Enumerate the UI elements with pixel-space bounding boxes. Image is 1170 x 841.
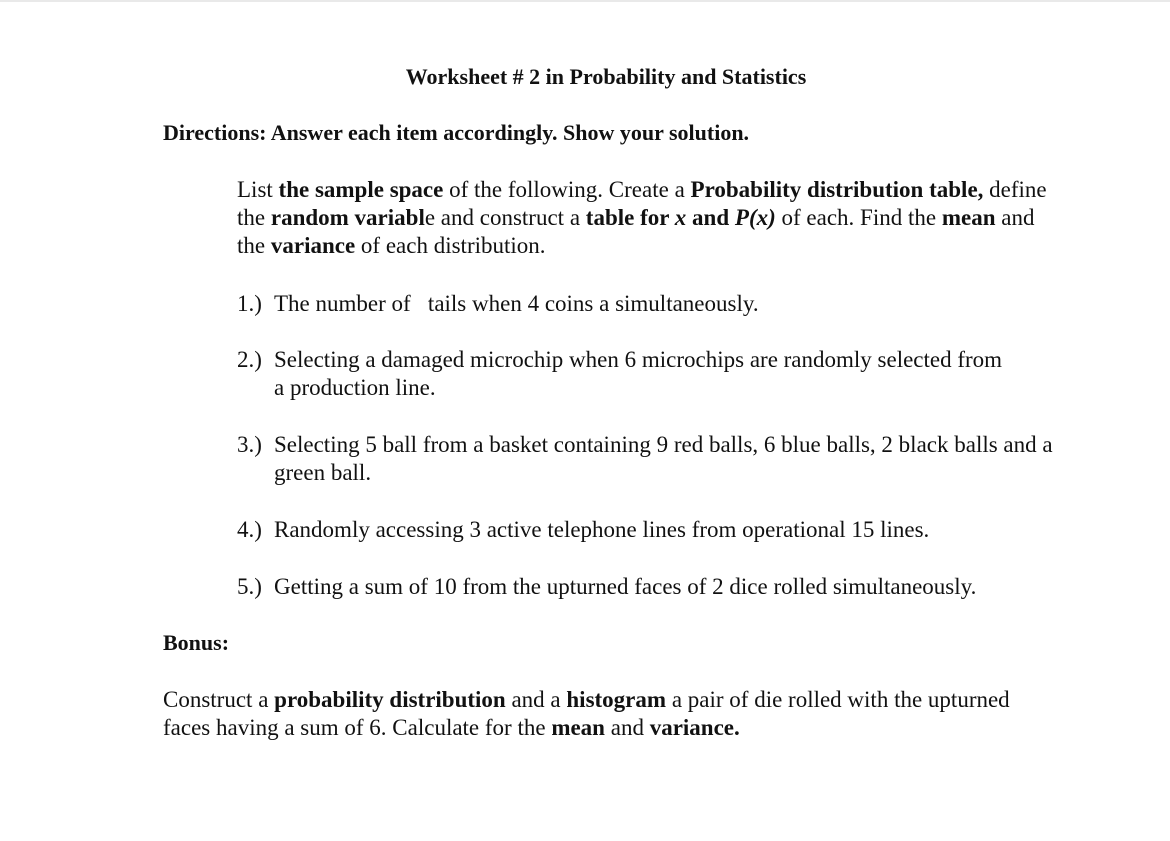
- intro-text-7: of each distribution.: [355, 233, 546, 258]
- item-text: Selecting 5 ball from a basket containing 9 red balls, 6 blue balls, 2 black balls and a green ball.: [274, 432, 1053, 485]
- intro-text-5: of each. Find the: [775, 205, 942, 230]
- bonus-bold-mean: mean: [551, 715, 605, 740]
- intro-bold-italic-px: P(x): [734, 205, 776, 230]
- bonus-text-1: Construct a: [163, 687, 275, 712]
- list-item: [237, 573, 1074, 601]
- item-number: 5.): [237, 574, 262, 599]
- intro-bold-and: and: [686, 205, 735, 230]
- intro-bold-table-for: table for: [585, 205, 675, 230]
- list-item: [237, 516, 1074, 544]
- instructions-paragraph: [237, 176, 1057, 260]
- list-item: [237, 346, 1014, 402]
- intro-text-2: of the following. Create a: [443, 177, 691, 202]
- page-title: Worksheet # 2 in Probability and Statistics: [405, 64, 807, 89]
- intro-text-3: define the: [237, 177, 1047, 230]
- intro-text-4: e and construct a: [424, 205, 586, 230]
- intro-bold-random-variable: random variabl: [270, 205, 425, 230]
- list-item: [237, 431, 1064, 487]
- intro-text-6: and the: [237, 205, 1035, 258]
- bonus-text-2: and a: [505, 687, 567, 712]
- intro-text-1: List: [237, 177, 279, 202]
- item-number: 4.): [237, 517, 262, 542]
- item-number: 3.): [237, 432, 262, 457]
- item-number: 2.): [237, 347, 262, 372]
- bonus-text-3: a pair of die rolled with the upturned faces having a sum of 6. Calculate for the: [163, 687, 1010, 740]
- intro-bold-sample-space: the sample space: [278, 177, 444, 202]
- directions-text: Directions: Answer each item accordingly. Show your solution.: [163, 120, 750, 145]
- intro-bold-variance: variance: [270, 233, 356, 258]
- bonus-heading: Bonus:: [163, 630, 230, 655]
- bonus-bold-probability-distribution: probability distribution: [274, 687, 506, 712]
- bonus-text-4: and: [604, 715, 650, 740]
- intro-bold-mean: mean: [941, 205, 996, 230]
- list-item: [237, 290, 1074, 318]
- intro-bold-distribution-table: Probability distribution table,: [690, 177, 984, 202]
- item-text: Getting a sum of 10 from the upturned faces of 2 dice rolled simultaneously.: [274, 574, 977, 599]
- bonus-paragraph: [163, 686, 1023, 742]
- item-text: Randomly accessing 3 active telephone lines from operational 15 lines.: [274, 517, 930, 542]
- bonus-bold-histogram: histogram: [566, 687, 667, 712]
- bonus-bold-variance: variance.: [649, 715, 740, 740]
- item-text: The number of tails when 4 coins a simultaneously.: [274, 291, 759, 316]
- item-text: Selecting a damaged microchip when 6 microchips are randomly selected from a production line.: [274, 347, 1003, 400]
- item-number: 1.): [237, 291, 262, 316]
- top-border: [0, 0, 1170, 2]
- intro-bold-italic-x: x: [674, 205, 687, 230]
